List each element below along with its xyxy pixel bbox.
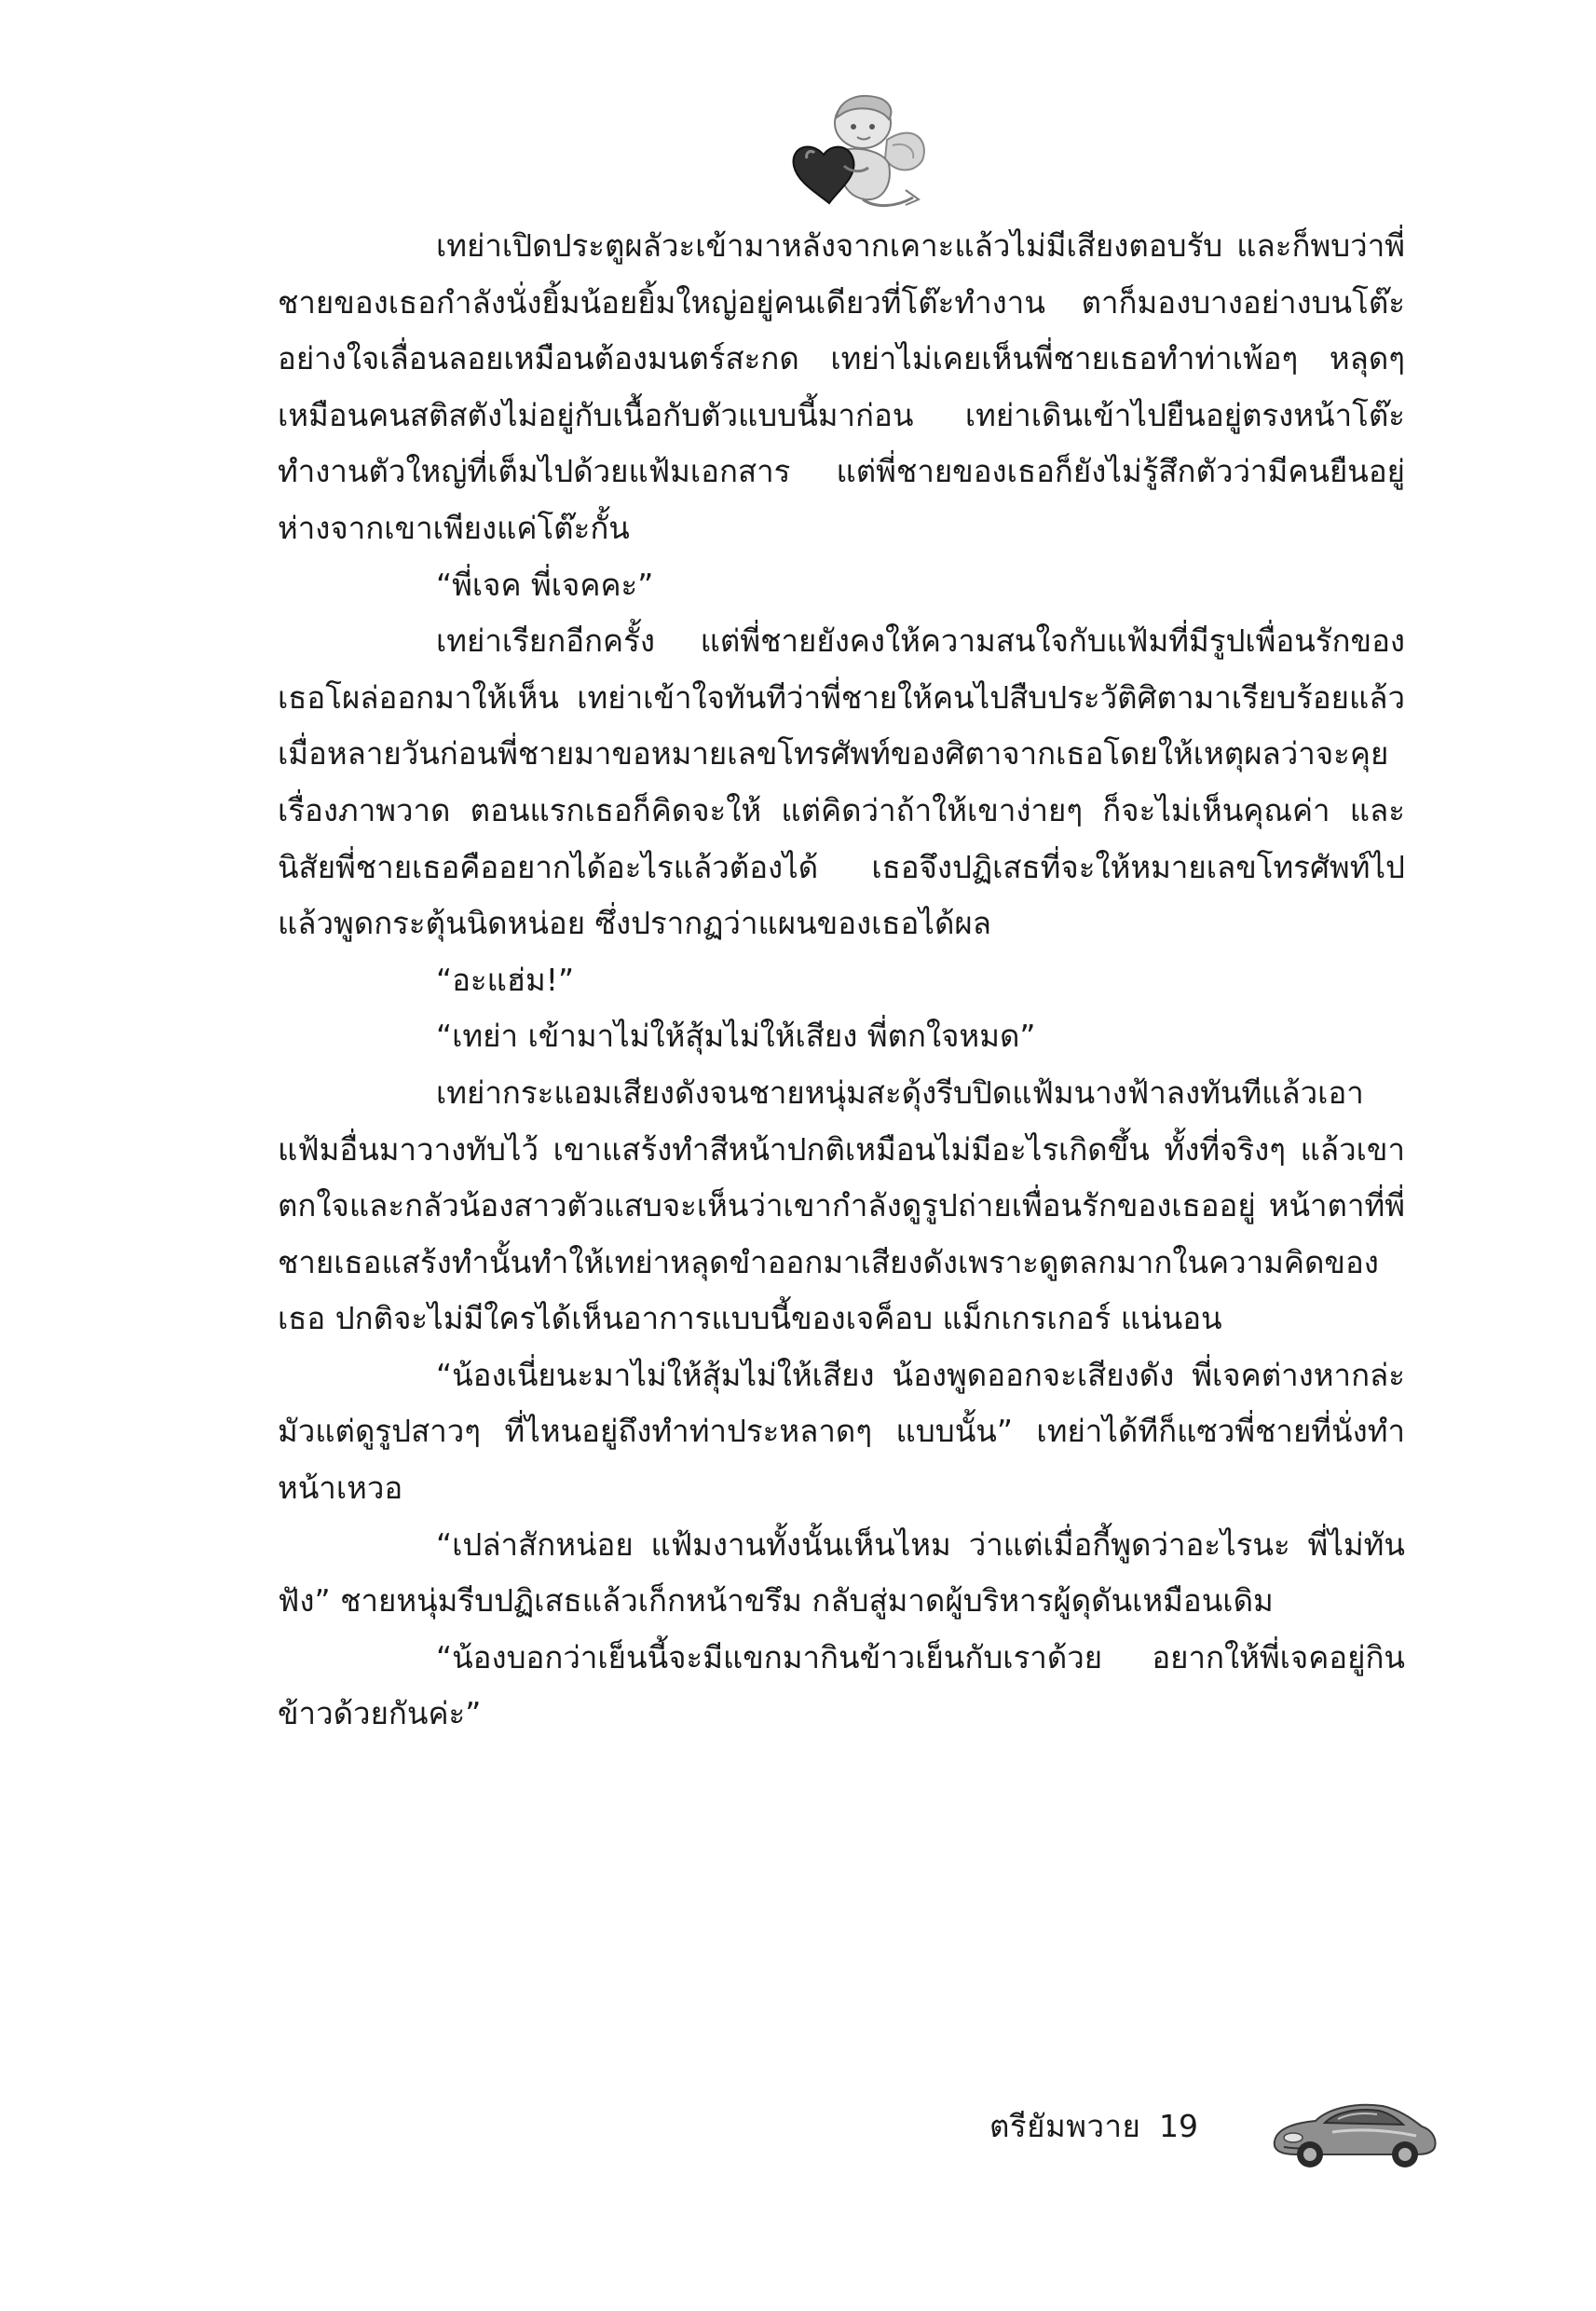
paragraph: เทย่ากระแอมเสียงดังจนชายหนุ่มสะดุ้งรีบปิดแฟ้มนางฟ้าลงทันทีแล้วเอาแฟ้มอื่นมาวางทับไว้ เขาแสร้งทำสีหน้าปกติเหมือนไม่มีอะไรเกิดขึ้น ทั้งที่จริงๆ แล้วเขาตกใจและกลัวน้องสาวตัวแสบจะเห็นว่าเขากำลังดูรูปถ่ายเพื่อนรักของเธออยู่ หน้าตาที่พี่ชายเธอแสร้งทำนั้นทำให้เทย่าหลุดขำออกมาเสียงดังเพราะดูตลกมากในความคิดของเธอ ปกติจะไม่มีใครได้เห็นอาการแบบนี้ของเจค็อบ แม็กเกรเกอร์ แน่นอน [278,1073,1405,1337]
book-title: ตรียัมพวาย [989,2108,1141,2144]
page-footer [0,2087,1596,2227]
paragraph: เทย่าเปิดประตูผลัวะเข้ามาหลังจากเคาะแล้วไม่มีเสียงตอบรับ และก็พบว่าพี่ชายของเธอกำลังนั่งยิ้มน้อยยิ้มใหญ่อยู่คนเดียวที่โต๊ะทำงาน ตาก็มองบางอย่างบนโต๊ะอย่างใจเลื่อนลอยเหมือนต้องมนตร์สะกด เทย่าไม่เคยเห็นพี่ชายเธอทำท่าเพ้อๆ หลุดๆ เหมือนคนสติสตังไม่อยู่กับเนื้อกับตัวแบบนี้มาก่อน เทย่าเดินเข้าไปยืนอยู่ตรงหน้าโต๊ะทำงานตัวใหญ่ที่เต็มไปด้วยแฟ้มเอกสาร แต่พี่ชายของเธอก็ยังไม่รู้สึกตัวว่ามีคนยืนอยู่ห่างจากเขาเพียงแค่โต๊ะกั้น [278,227,1405,546]
story-text [278,218,1405,1743]
sports-car-icon [1267,2087,1439,2171]
paragraph: เทย่าเรียกอีกครั้ง แต่พี่ชายยังคงให้ความสนใจกับแฟ้มที่มีรูปเพื่อนรักของเธอโผล่ออกมาให้เห็น เทย่าเข้าใจทันทีว่าพี่ชายให้คนไปสืบประวัติศิตามาเรียบร้อยแล้ว เมื่อหลายวันก่อนพี่ชายมาขอหมายเลขโทรศัพท์ของศิตาจากเธอโดยให้เหตุผลว่าจะคุยเรื่องภาพวาด ตอนแรกเธอก็คิดจะให้ แต่คิดว่าถ้าให้เขาง่ายๆ ก็จะไม่เห็นคุณค่า และนิสัยพี่ชายเธอคืออยากได้อะไรแล้วต้องได้ เธอจึงปฏิเสธที่จะให้หมายเลขโทรศัพท์ไปแล้วพูดกระตุ้นนิดหน่อย ซึ่งปรากฏว่าแผนของเธอได้ผล [278,622,1405,942]
paragraph: “น้องเนี่ยนะมาไม่ให้สุ้มไม่ให้เสียง น้องพูดออกจะเสียงดัง พี่เจคต่างหากล่ะ มัวแต่ดูรูปสาวๆ ที่ไหนอยู่ถึงทำท่าประหลาดๆ แบบนั้น” เทย่าได้ทีก็แซวพี่ชายที่นั่งทำหน้าเหวอ [278,1356,1405,1507]
cupid-holding-heart-icon [783,86,932,216]
dialogue-line: “พี่เจค พี่เจคคะ” [436,566,654,603]
dialogue-line: “อะแฮ่ม!” [436,961,575,998]
paragraph: “น้องบอกว่าเย็นนี้จะมีแขกมากินข้าวเย็นกับเราด้วย อยากให้พี่เจคอยู่กินข้าวด้วยกันค่ะ” [278,1638,1405,1732]
dialogue-line: “เทย่า เข้ามาไม่ให้สุ้มไม่ให้เสียง พี่ตกใจหมด” [436,1018,1036,1055]
page-number: 19 [1159,2108,1198,2144]
paragraph: “เปล่าสักหน่อย แฟ้มงานทั้งนั้นเห็นไหม ว่าแต่เมื่อกี้พูดว่าอะไรนะ พี่ไม่ทันฟัง” ชายหนุ่มรีบปฏิเสธแล้วเก็กหน้าขรึม กลับสู่มาดผู้บริหารผู้ดุดันเหมือนเดิม [278,1525,1405,1620]
